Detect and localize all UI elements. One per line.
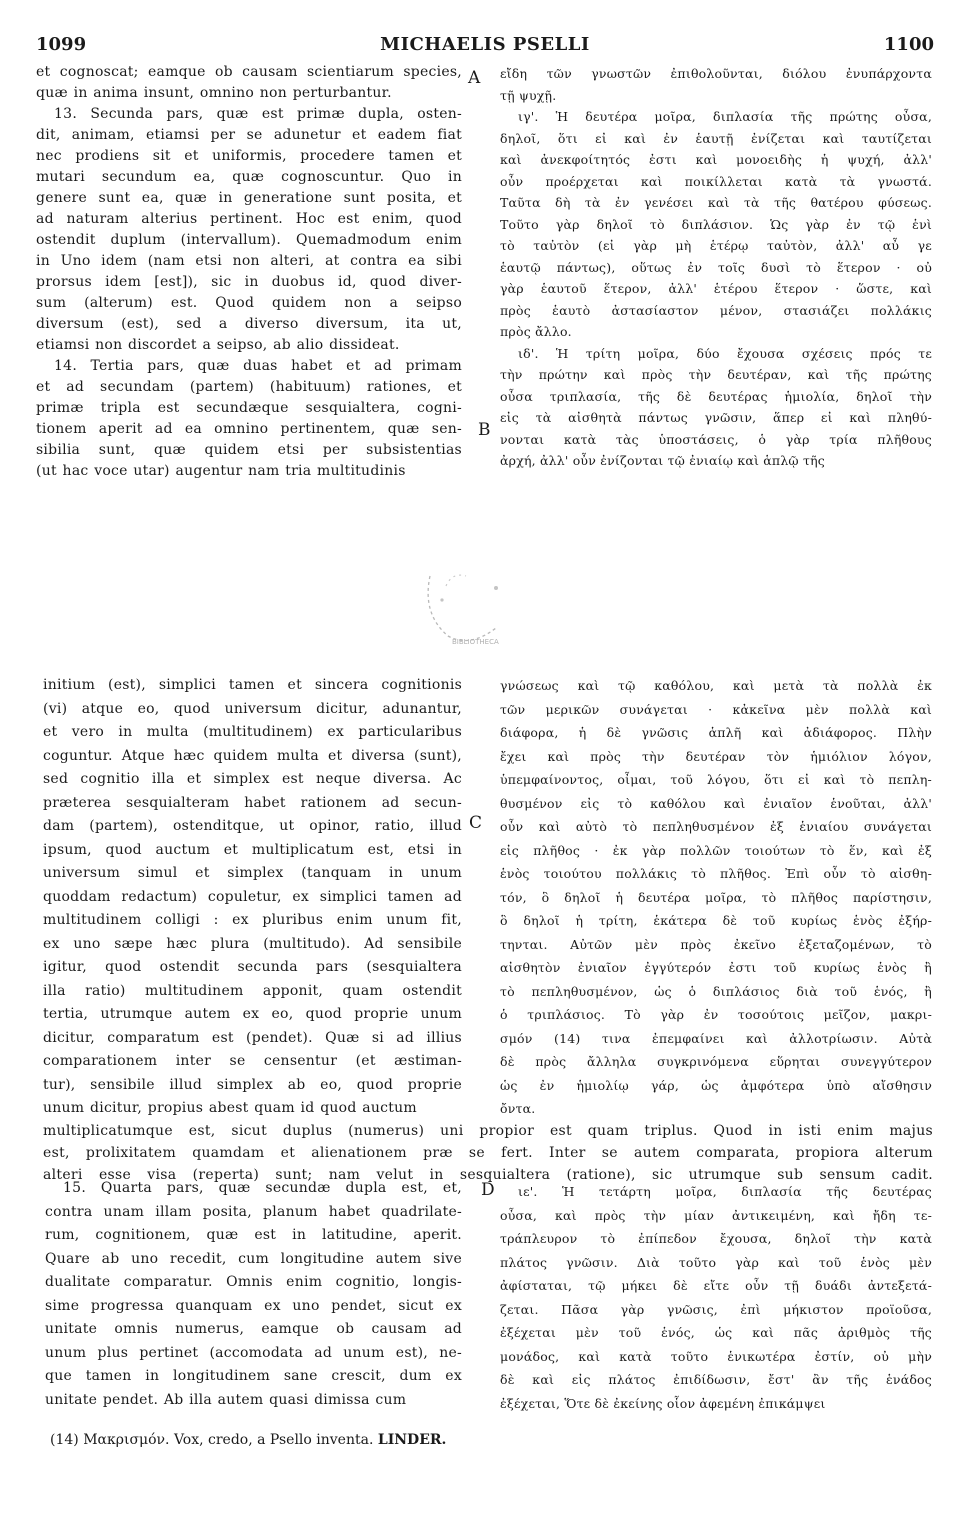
greek-line: ἑνὸς τοιούτου πολλάκις τὸ πλῆθος. Ἐπὶ οὖν τὸ αἰσθη- [500,866,932,881]
latin-line: unitate pendet. Ab illa autem quasi dimissa cum [45,1391,407,1408]
greek-line: τηνται. Αὐτῶν μὲν πρὸς ἐκεῖνο ἐξεταζομένων, τὸ [500,936,932,952]
latin-line: (ut hac voce utar) augentur nam tria multitudinis [36,463,406,479]
right-page-number: 1100 [883,34,934,55]
greek-line: ιγ'. Ἡ δευτέρα μοῖρα, διπλασία τῆς πρώτης οὖσα, [518,109,932,124]
footnote-author: LINDER. [377,1432,447,1448]
greek-line: τῶν μερικῶν συνάγεται · κἀκεῖνα μὲν πολλὰ καὶ [500,701,932,717]
latin-line: (vi) atque eo, quod universum dicitur, adunantur, [43,700,462,717]
page-header [36,34,934,60]
greek-line: ὡς ἐν ἡμιολίῳ γάρ, ὡς ἀμφότερα ὑπὸ αἴσθησιν [500,1077,932,1093]
greek-line: πλάτος γνῶσιν. Διὰ τοῦτο γὰρ καὶ τοῦ ἑνὸς μὲν [500,1254,932,1270]
greek-line: οὖσα, καὶ πρὸς τὴν μίαν ἀντικειμένη, καὶ ἤδη τε- [500,1207,932,1223]
latin-line: dam (partem), ostenditque, ut opinor, ratio, illud [43,818,462,834]
latin-line: universum simul et simplex (tanquam in unum [43,865,462,881]
footnote-number: (14) [50,1432,79,1448]
greek-line: ἐξέχεται, Ὅτε δὲ ἐκείνης οἷον ἀφεμένη ἐπικάμψει [500,1395,826,1411]
latin-line: sime progressa quanquam ex uno pendet, sicut ex [45,1297,462,1314]
greek-line: τὸ πεπληθυσμένον, ὡς ὁ διπλάσιος διὰ τοῦ ἑνός, ἢ [500,983,932,999]
greek-line: ἔχει καὶ πρὸς τὴν δευτέραν τὸν ἡμιόλιον λόγον, [500,748,932,764]
margin-marker-b: B [478,420,491,440]
greek-line: ζεται. Πᾶσα γὰρ γνῶσις, ἐπὶ μήκιστον προϊοῦσα, [500,1301,932,1317]
latin-line: rum, cognitionem, quæ est in latitudine, aperit. [45,1227,462,1243]
latin-line: tionem aperit ad ea omnino pertinentem, quæ sen- [36,421,462,437]
greek-line: τῇ ψυχῇ. [500,87,557,103]
greek-line: ἀρχή, ἀλλ' οὖν ἐνίζονται τῷ ἐνιαίῳ καὶ ἁπλῷ τῆς [500,453,826,468]
greek-line: ἀφίσταται, τῷ μήκει δὲ εἴτε οὖν τῇ δυάδι ἀντεξετά- [500,1278,932,1293]
latin-line: coguntur. Atque hæc quidem multa et diversa (sunt), [43,747,462,764]
greek-line: πρὸς ἑαυτὸ ἀστασίαστον μένον, στασιάζει πολλάκις [500,302,932,318]
greek-line: δὲ πρὸς ἄλληλα συγκρινόμενα εὕρηται συνεγγύτερον [500,1054,932,1069]
latin-line: comparationem inter se censentur (et æstiman- [43,1053,462,1069]
greek-line: καὶ ἀνεκφοίτητός ἐστι καὶ μονοειδὴς ἡ ψυχή, ἀλλ' [500,152,932,167]
greek-line: ὃ δηλοῖ ἡ τρίτη, ἑκάτερα δὲ τοῦ κυρίως ἑνὸς ἐξήρ- [500,913,932,928]
greek-line: τόν, ὃ δηλοῖ ἡ δευτέρα μοῖρα, τὸ πλῆθος παρίστησιν, [500,889,932,905]
greek-line: Τοῦτο γὰρ δηλοῖ τὸ διπλάσιον. Ὡς γὰρ ἐν τῷ ἑνὶ [500,216,932,232]
latin-line: dicitur, comparatum est (pendet). Quæ si ad illius [43,1029,462,1046]
latin-column-top [36,62,462,482]
greek-line: οὖσα τριπλασία, τῆς δὲ δευτέρας ἡμιολία, δηλοῖ τὴν [500,388,932,404]
greek-line: Ταῦτα δὴ τὰ ἐν γενέσει καὶ τὰ τῆς θατέρου φύσεως. [500,195,932,210]
latin-line: 14. Tertia pars, quæ duas habet et ad primam [54,358,462,374]
latin-line: et ad secundam (partem) (habituum) rationes, et [36,379,462,395]
greek-line: τράπλευρον τὸ ἐπίπεδον ἔχουσα, δηλοῖ τὴν κατὰ [500,1231,932,1246]
greek-line: νονται κατὰ τὰς ὑποστάσεις, ὁ γὰρ τρία πλῆθους [500,431,932,447]
latin-line: primæ tripla est secundæque sesquialtera, cogni- [36,400,462,416]
greek-line: δὲ καὶ εἰς πλάτος ἐπιδίδωσιν, ἔστ' ἂν τῆς ἑνάδος [500,1372,932,1387]
running-title: MICHAELIS PSELLI [380,34,590,55]
latin-line: nec prodiens sit et uniformis, procedere tamen et [36,148,462,164]
latin-line: sum (alterum) est. Quod quidem non a seipso [36,295,462,311]
latin-line: 13. Secunda pars, quæ est primæ dupla, osten- [54,106,462,122]
greek-line: οὖν προέρχεται καὶ ποικίλλεται κατὰ τὰ γνωστά. [500,173,932,189]
greek-line: ὄντα. [500,1101,536,1116]
greek-line: σμόν (14) τινα ἐπεμφαίνει καὶ ἀλλοτρίωσιν. Αὐτὰ [500,1030,932,1046]
latin-line: unum plus pertinet (accomodata ad unum est), ne- [45,1344,462,1361]
latin-line: sed cognitio illa et simplex est neque diversa. Ac [43,771,462,787]
latin-line: igitur, quod ostendit secunda pars (sesquialtera [43,959,462,975]
latin-line: quæ in anima insunt, omnino non perturbantur. [36,85,392,101]
latin-line: et cognoscat; eamque ob causam scientiarum species, [36,64,462,80]
footnote-greek: Μακρισμόν. [83,1432,170,1448]
latin-line: multiplicatumque est, sicut duplus (numerus) uni propior est quam triplus. Quod in isti enim majus [43,1123,933,1139]
greek-line: ἑαυτῷ πάντως), οὕτως ἐν τοῖς δυσὶ τὸ ἕτερον · οὐ [500,259,932,275]
latin-line: tur), sensibile illud simplex ab eo, quod proprie [43,1076,462,1093]
latin-line: prorsus idem [est]), sic in duobus id, quod diver- [36,274,462,290]
latin-line: et vero in multa (multitudinem) ex particularibus [43,724,462,740]
latin-line: sibilia sunt, quæ quidem etsi per subsistentias [36,442,462,458]
greek-line: ιδ'. Ἡ τρίτη μοῖρα, δύο ἔχουσα σχέσεις πρός τε [518,345,932,361]
latin-line: illa ratio) multitudinem apponit, quam ostendit [43,982,462,999]
greek-line: μονάδος, καὶ κατὰ τοῦτο ἑνικωτέρα ἐστίν, οὐ μὴν [500,1348,932,1364]
latin-line: Quare ab uno recedit, cum longitudine autem sive [45,1250,462,1267]
footnote-text: Vox, credo, a Psello inventa. [173,1432,374,1448]
latin-line: ipsum, quod auctum et multiplicatum est, etsi in [43,841,462,858]
library-stamp [418,566,510,650]
latin-line: 15. Quarta pars, quæ secundæ dupla est, et, [63,1180,462,1196]
greek-line: ἐξέχεται μὲν τοῦ ἑνός, ὡς καὶ πᾶς ἀριθμὸς τῆς [500,1325,932,1340]
greek-line: τὸ ταὐτὸν (εἰ γὰρ μὴ ἑτέρῳ ταὐτὸν, ἀλλ' αὖ γε [500,238,932,253]
latin-column-middle [43,674,462,1121]
greek-line: θυσμένον εἰς τὸ καθόλου καὶ ἐνιαῖον ἑνοῦται, ἀλλ' [500,795,932,811]
latin-line: ostendit duplum (intervallum). Quemadmodum enim [36,232,462,248]
latin-line: est, prolixitatem quamdam et alienationem præ se fert. Inter se autem comparata, propiora alterum [43,1145,933,1161]
greek-column-middle [500,674,932,1121]
latin-line: ex uno sæpe hæc plura (multitudo). Ad sensibile [43,935,462,952]
greek-line: ιε'. Ἡ τετάρτη μοῖρα, διπλασία τῆς δευτέρας [518,1184,932,1199]
greek-line: οὖν καὶ αὐτὸ τὸ πεπληθυσμένον ἐξ ἑνιαίου συνάγεται [500,819,932,834]
latin-line: multitudinem colligi : ex pluribus enim unum fit, [43,912,462,928]
latin-line: unum dicitur, propius abest quam id quod auctum [43,1100,417,1116]
margin-marker-d: D [481,1180,495,1200]
latin-line: ad naturam alterius pertinent. Hoc est enim, quod [36,211,462,227]
latin-line: quoddam redactum) copuletur, ex simplici tamen ad [43,888,462,905]
latin-line: præterea sesquialteram habet rationem ad secun- [43,794,462,811]
greek-column-top [500,63,932,472]
latin-line: in Uno idem (nam etsi non alteri, at contra ea sibi [36,253,462,269]
latin-line: que tamen in longitudinem sane crescit, dum ex [45,1368,462,1384]
stamp-text: BIBLIOTHECA [452,638,499,646]
greek-line: εἴδη τῶν γνωστῶν ἐπιθολοῦνται, διόλου ἐνυπάρχοντα [500,66,932,81]
footnote [50,1432,446,1448]
latin-column-bottom [45,1177,462,1412]
greek-line: τὴν πρώτην καὶ πρὸς τὴν δευτέραν, καὶ τῆς πρώτης [500,367,932,382]
greek-line: εἰς τὰ αἰσθητὰ πάντως γνῶσιν, ἅπερ εἰ καὶ πληθύ- [500,410,932,425]
greek-line: γνώσεως καὶ τῷ καθόλου, καὶ μετὰ τὰ πολλὰ ἐκ [500,678,932,693]
greek-line: δηλοῖ, ὅτι εἰ καὶ ἐν ἑαυτῇ ἐνίζεται καὶ ταυτίζεται [500,130,932,146]
latin-line: initium (est), simplici tamen et sincera cognitionis [43,677,462,693]
latin-line: contra unam illam posita, planum habet quadrilate- [45,1203,462,1220]
greek-line: αἰσθητὸν ἐνιαῖον ἐγγύτερόν ἐστι τοῦ κυρίως ἑνὸς ἢ [500,960,932,975]
latin-line: diversum (est), sed a diverso diversum, ita ut, [36,316,462,332]
greek-line: εἰς πλῆθος · ἐκ γὰρ πολλῶν τοιούτων τὸ ἕν, καὶ ἐξ [500,842,932,858]
greek-line: γὰρ ἑαυτοῦ ἕτερον, ἀλλ' ἑτέρου ἕτερον · ὥστε, καὶ [500,281,932,296]
greek-line: ὑπεμφαίνοντος, οἶμαι, τοῦ λόγου, ὅτι εἰ καὶ τὸ πεπλη- [500,772,932,787]
latin-line: dualitate comparatur. Omnis enim cognitio, longis- [45,1274,462,1290]
greek-column-bottom [500,1180,932,1415]
latin-line: mutari secundum ea, quæ cognoscuntur. Quo in [36,169,462,185]
greek-line: ὁ τριπλάσιος. Τὸ γὰρ ἐν τοσούτοις μεῖζον, μακρι- [500,1007,932,1022]
greek-line: πρὸς ἄλλο. [500,324,572,339]
margin-marker-a: A [468,68,481,88]
margin-marker-c: C [469,813,483,833]
latin-line: alteri esse visa (reperta) sunt; nam velut in sesquialtera (ratione), sic utrumque sub sensum cadit. [43,1167,933,1183]
latin-line: genere sunt ea, quæ in generatione sunt posita, et [36,190,462,206]
latin-line: dit, animam, etiamsi per se adunetur et eadem fiat [36,127,462,143]
latin-line: unitate omnis numerus, eamque ob causam ad [45,1321,462,1337]
latin-line: etiamsi non discordet a seipso, ab alio dissideat. [36,337,400,353]
latin-line: tertia, utrumque autem ex eo, quod proprie unum [43,1006,462,1022]
greek-line: διάφορα, ἡ δὲ γνῶσις ἁπλῆ καὶ ἀδιάφορος. Πλὴν [500,725,932,740]
left-page-number: 1099 [36,34,87,55]
